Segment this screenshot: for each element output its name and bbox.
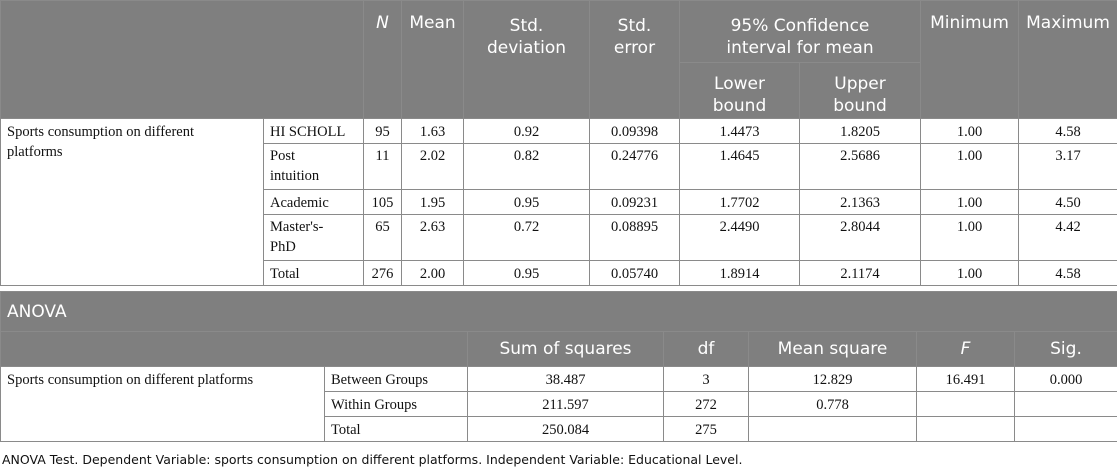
- cell-n: 11: [364, 144, 402, 190]
- header-minimum: Minimum: [921, 1, 1019, 119]
- cell-n: 65: [364, 215, 402, 261]
- header-confidence-interval: 95% Confidence interval for mean: [680, 1, 921, 63]
- cell-sd: 0.95: [464, 261, 590, 286]
- cell-se: 0.09231: [590, 190, 680, 215]
- cell-ms: [749, 417, 917, 442]
- cell-se: 0.05740: [590, 261, 680, 286]
- cell-sig: 0.000: [1015, 367, 1117, 392]
- cell-upper: 2.1174: [800, 261, 921, 286]
- cell-max: 3.17: [1019, 144, 1117, 190]
- cell-mean: 2.63: [402, 215, 464, 261]
- cell-f: 16.491: [917, 367, 1015, 392]
- cell-se: 0.08895: [590, 215, 680, 261]
- cell-f: [917, 392, 1015, 417]
- cell-ss: 250.084: [468, 417, 664, 442]
- cell-ms: 0.778: [749, 392, 917, 417]
- anova-table: [0, 291, 1117, 442]
- header-empty: [1, 1, 364, 119]
- group-label: Post intuition: [264, 144, 364, 190]
- group-label: Total: [264, 261, 364, 286]
- cell-mean: 2.02: [402, 144, 464, 190]
- header-n: N: [364, 1, 402, 119]
- cell-lower: 1.8914: [680, 261, 800, 286]
- cell-n: 276: [364, 261, 402, 286]
- table-row: [1, 367, 1117, 392]
- header-mean: Mean: [402, 1, 464, 119]
- cell-sd: 0.92: [464, 119, 590, 144]
- cell-lower: 1.4473: [680, 119, 800, 144]
- cell-df: 272: [664, 392, 749, 417]
- header-std-deviation: Std. deviation: [464, 1, 590, 119]
- cell-df: 3: [664, 367, 749, 392]
- cell-upper: 1.8205: [800, 119, 921, 144]
- cell-df: 275: [664, 417, 749, 442]
- header-sig: Sig.: [1015, 332, 1117, 367]
- cell-lower: 1.4645: [680, 144, 800, 190]
- cell-upper: 2.5686: [800, 144, 921, 190]
- cell-min: 1.00: [921, 261, 1019, 286]
- table-row: [1, 119, 1117, 144]
- source-label: Between Groups: [325, 367, 468, 392]
- group-label: Master's-PhD: [264, 215, 364, 261]
- cell-ss: 211.597: [468, 392, 664, 417]
- cell-mean: 1.95: [402, 190, 464, 215]
- cell-f: [917, 417, 1015, 442]
- cell-n: 105: [364, 190, 402, 215]
- cell-n: 95: [364, 119, 402, 144]
- cell-sd: 0.72: [464, 215, 590, 261]
- header-f: F: [917, 332, 1015, 367]
- cell-mean: 2.00: [402, 261, 464, 286]
- cell-ms: 12.829: [749, 367, 917, 392]
- cell-max: 4.42: [1019, 215, 1117, 261]
- cell-sd: 0.95: [464, 190, 590, 215]
- header-lower-bound: Lower bound: [680, 63, 800, 119]
- cell-upper: 2.8044: [800, 215, 921, 261]
- header-df: df: [664, 332, 749, 367]
- cell-lower: 2.4490: [680, 215, 800, 261]
- cell-min: 1.00: [921, 190, 1019, 215]
- source-label: Total: [325, 417, 468, 442]
- cell-sig: [1015, 417, 1117, 442]
- header-sum-of-squares: Sum of squares: [468, 332, 664, 367]
- table-footnote: ANOVA Test. Dependent Variable: sports consumption on different platforms. Independent Variable: Educational Level.: [2, 452, 743, 467]
- cell-mean: 1.63: [402, 119, 464, 144]
- cell-max: 4.58: [1019, 119, 1117, 144]
- cell-sig: [1015, 392, 1117, 417]
- group-label: Academic: [264, 190, 364, 215]
- anova-title: ANOVA: [1, 292, 1117, 332]
- header-maximum: Maximum: [1019, 1, 1117, 119]
- cell-se: 0.24776: [590, 144, 680, 190]
- cell-ss: 38.487: [468, 367, 664, 392]
- cell-min: 1.00: [921, 144, 1019, 190]
- header-upper-bound: Upper bound: [800, 63, 921, 119]
- cell-max: 4.50: [1019, 190, 1117, 215]
- cell-min: 1.00: [921, 215, 1019, 261]
- header-empty: [1, 332, 468, 367]
- variable-label: Sports consumption on different platforms: [1, 367, 325, 442]
- cell-se: 0.09398: [590, 119, 680, 144]
- cell-min: 1.00: [921, 119, 1019, 144]
- source-label: Within Groups: [325, 392, 468, 417]
- group-label: HI SCHOLL: [264, 119, 364, 144]
- cell-lower: 1.7702: [680, 190, 800, 215]
- cell-upper: 2.1363: [800, 190, 921, 215]
- header-mean-square: Mean square: [749, 332, 917, 367]
- variable-label: Sports consumption on different platforms: [1, 119, 264, 286]
- cell-sd: 0.82: [464, 144, 590, 190]
- cell-max: 4.58: [1019, 261, 1117, 286]
- header-std-error: Std. error: [590, 1, 680, 119]
